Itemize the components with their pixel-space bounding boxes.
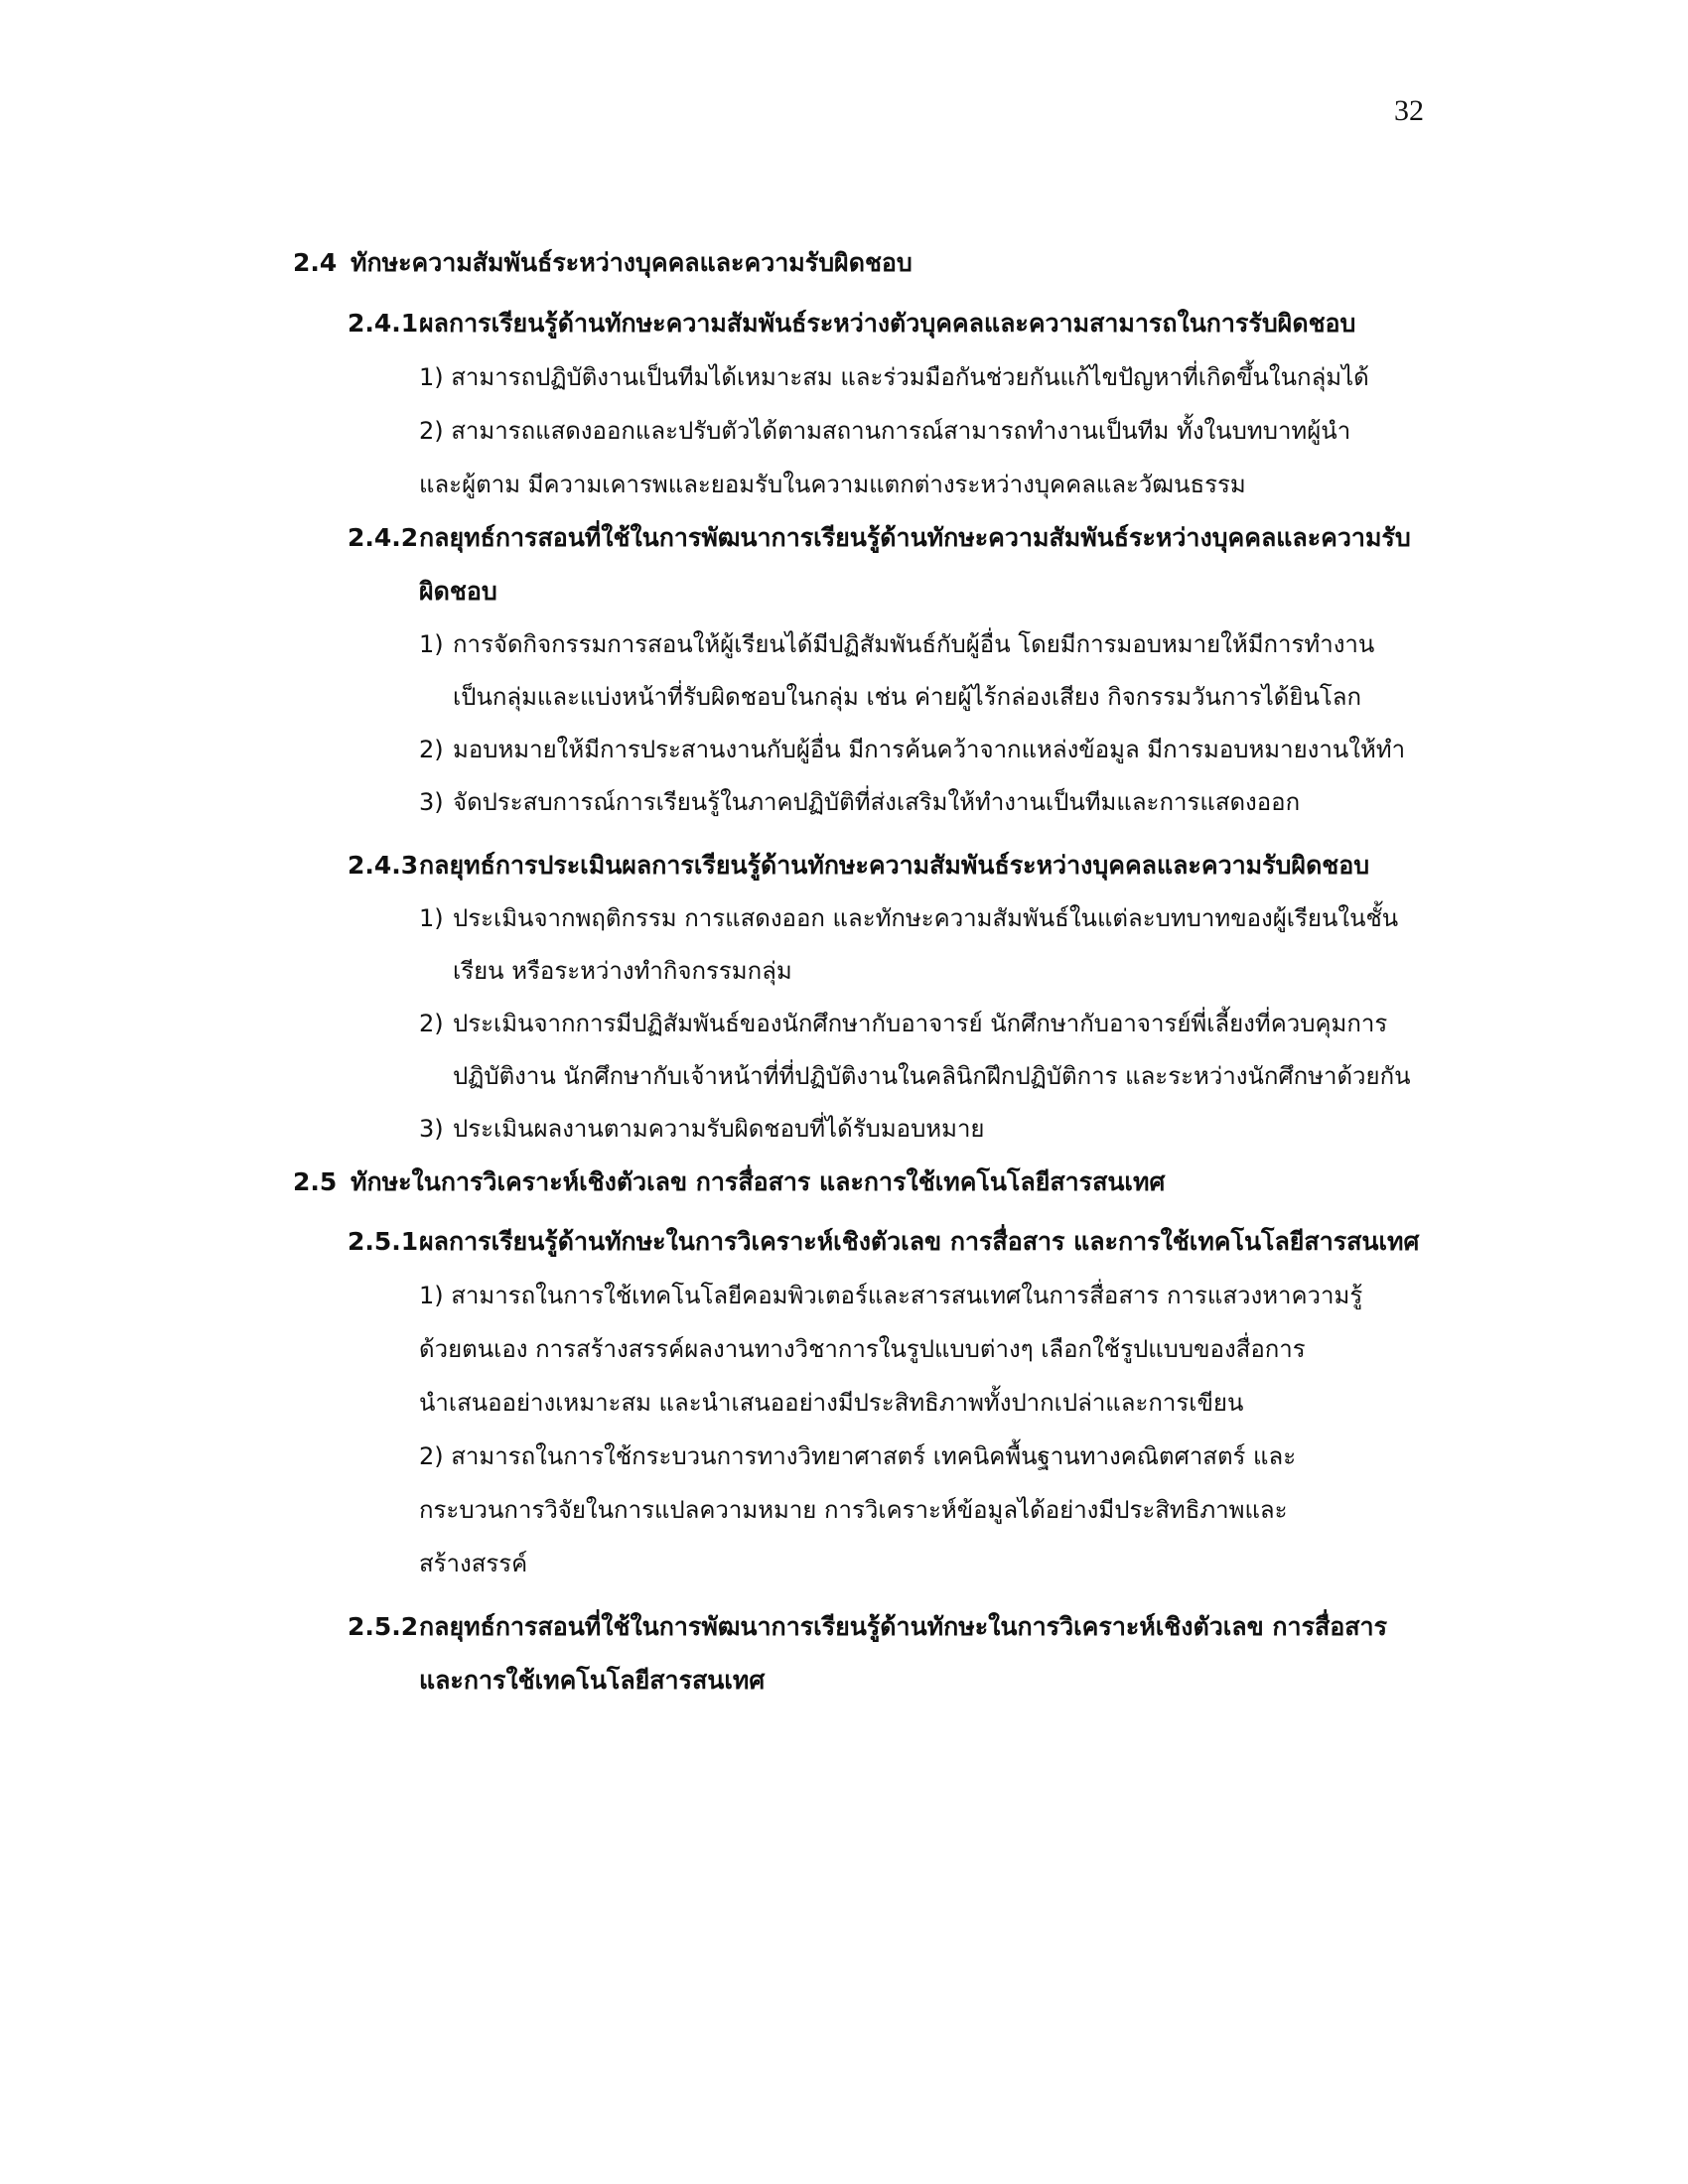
paragraph-line: และผู้ตาม มีความเคารพและยอมรับในความแตกต่างระหว่างบุคคลและวัฒนธรรม — [419, 471, 1246, 498]
list-text: ประเมินจากพฤติกรรม การแสดงออก และทักษะความสัมพันธ์ในแต่ละบทบาทของผู้เรียนในชั้นเรียน หรือระหว่างทำกิจกรรมกลุ่ม — [453, 904, 1399, 985]
subsection-number: 2.4.1 — [348, 309, 419, 338]
subsection-title: ผลการเรียนรู้ด้านทักษะความสัมพันธ์ระหว่างตัวบุคคลและความสามารถในการรับผิดชอบ — [419, 309, 1356, 338]
section-heading-2-4 — [293, 236, 1425, 290]
paragraph-2-4-1 — [419, 350, 1425, 511]
paragraph-line: 1) สามารถในการใช้เทคโนโลยีคอมพิวเตอร์และสารสนเทศในการสื่อสาร การแสวงหาความรู้ — [419, 1282, 1363, 1309]
paragraph-line: 1) สามารถปฏิบัติงานเป็นทีมได้เหมาะสม และร่วมมือกันช่วยกันแก้ไขปัญหาที่เกิดขึ้นในกลุ่มได้ — [419, 363, 1369, 391]
paragraph-line: กระบวนการวิจัยในการแปลความหมาย การวิเคราะห์ข้อมูลได้อย่างมีประสิทธิภาพและ — [419, 1496, 1288, 1524]
list-marker: 1) — [419, 904, 444, 932]
list-marker: 2) — [419, 1010, 444, 1037]
paragraph-2-5-1 — [419, 1269, 1425, 1590]
subsection-number: 2.5.2 — [348, 1612, 419, 1641]
section-number: 2.4 — [293, 248, 338, 277]
subsection-title: ผลการเรียนรู้ด้านทักษะในการวิเคราะห์เชิงตัวเลข การสื่อสาร และการใช้เทคโนโลยีสารสนเทศ — [419, 1227, 1420, 1256]
paragraph-line: นำเสนออย่างเหมาะสม และนำเสนออย่างมีประสิทธิภาพทั้งปากเปล่าและการเขียน — [419, 1389, 1244, 1417]
subsection-title: กลยุทธ์การประเมินผลการเรียนรู้ด้านทักษะความสัมพันธ์ระหว่างบุคคลและความรับผิดชอบ — [419, 851, 1370, 880]
document-body — [293, 236, 1425, 1707]
paragraph-line: 2) สามารถแสดงออกและปรับตัวได้ตามสถานการณ์สามารถทำงานเป็นทีม ทั้งในบทบาทผู้นำ — [419, 417, 1351, 445]
paragraph-line: 2) สามารถในการใช้กระบวนการทางวิทยาศาสตร์ เทคนิคพื้นฐานทางคณิตศาสตร์ และ — [419, 1442, 1297, 1470]
subsection-heading-2-5-1 — [348, 1215, 1425, 1269]
subsection-number: 2.4.3 — [348, 851, 419, 880]
paragraph-line: ด้วยตนเอง การสร้างสรรค์ผลงานทางวิชาการในรูปแบบต่างๆ เลือกใช้รูปแบบของสื่อการ — [419, 1335, 1306, 1363]
subsection-heading-2-4-2 — [348, 511, 1425, 618]
list-marker: 3) — [419, 788, 444, 816]
subsection-title: กลยุทธ์การสอนที่ใช้ในการพัฒนาการเรียนรู้ด้านทักษะในการวิเคราะห์เชิงตัวเลข การสื่อสาร และการใช้เทคโนโลยีสารสนเทศ — [419, 1612, 1388, 1695]
subsection-heading-2-4-3 — [348, 839, 1425, 892]
paragraph-line: สร้างสรรค์ — [419, 1550, 528, 1577]
section-number: 2.5 — [293, 1167, 338, 1196]
section-title: ทักษะความสัมพันธ์ระหว่างบุคคลและความรับผิดชอบ — [351, 248, 913, 277]
list-marker: 1) — [419, 630, 444, 658]
subsection-title: กลยุทธ์การสอนที่ใช้ในการพัฒนาการเรียนรู้ด้านทักษะความสัมพันธ์ระหว่างบุคคลและความรับผิดชอบ — [419, 523, 1411, 606]
subsection-number: 2.4.2 — [348, 523, 419, 552]
list-item — [419, 618, 1425, 724]
list-marker: 3) — [419, 1115, 444, 1143]
list-item — [419, 998, 1425, 1103]
list-item — [419, 776, 1425, 829]
list-text: ประเมินผลงานตามความรับผิดชอบที่ได้รับมอบหมาย — [453, 1115, 985, 1143]
section-title: ทักษะในการวิเคราะห์เชิงตัวเลข การสื่อสาร และการใช้เทคโนโลยีสารสนเทศ — [351, 1167, 1166, 1196]
list-marker: 2) — [419, 736, 444, 763]
list-item — [419, 1103, 1425, 1156]
subsection-number: 2.5.1 — [348, 1227, 419, 1256]
subsection-heading-2-5-2 — [348, 1600, 1425, 1707]
subsection-heading-2-4-1 — [348, 296, 1425, 350]
list-text: ประเมินจากการมีปฏิสัมพันธ์ของนักศึกษากับอาจารย์ นักศึกษากับอาจารย์พี่เลี้ยงที่ควบคุมการปฏิบัติงาน นักศึกษากับเจ้าหน้าที่ที่ปฏิบัติงานในคลินิกฝึกปฏิบัติการ และระหว่างนักศึกษาด้วยกัน — [453, 1010, 1411, 1090]
list-item — [419, 892, 1425, 998]
list-text: มอบหมายให้มีการประสานงานกับผู้อื่น มีการค้นคว้าจากแหล่งข้อมูล มีการมอบหมายงานให้ทำ — [453, 736, 1406, 763]
page-number: 32 — [1394, 94, 1424, 127]
section-heading-2-5 — [293, 1156, 1425, 1209]
list-item — [419, 724, 1425, 776]
list-text: การจัดกิจกรรมการสอนให้ผู้เรียนได้มีปฏิสัมพันธ์กับผู้อื่น โดยมีการมอบหมายให้มีการทำงานเป็นกลุ่มและแบ่งหน้าที่รับผิดชอบในกลุ่ม เช่น ค่ายผู้ไร้กล่องเสียง กิจกรรมวันการได้ยินโลก — [453, 630, 1375, 711]
list-text: จัดประสบการณ์การเรียนรู้ในภาคปฏิบัติที่ส่งเสริมให้ทำงานเป็นทีมและการแสดงออก — [453, 788, 1301, 816]
